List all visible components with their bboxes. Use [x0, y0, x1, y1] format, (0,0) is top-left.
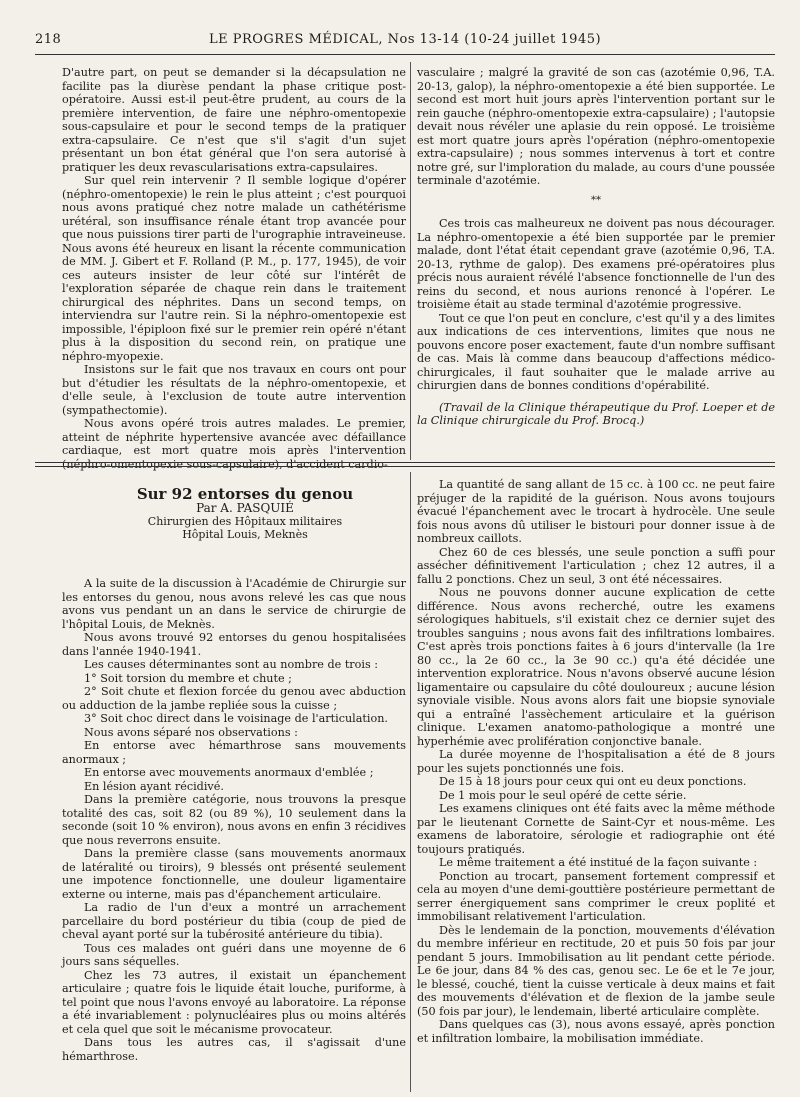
paragraph: Les examens cliniques ont été faits avec la même méthode par le lieutenant Cornette de Saint-Cyr et nous-même. Les examens de laboratoire, sérologie et radiographie ont été toujours pratiqués.: [417, 802, 775, 856]
article-affiliation: Hôpital Louis, Meknès: [182, 528, 308, 541]
citation: (Travail de la Clinique thérapeutique du Prof. Loeper et de la Clinique chirurgicale du Prof. Brocq.): [417, 400, 775, 427]
top-left-column: [62, 66, 406, 471]
paragraph: Tout ce que l'on peut en conclure, c'est qu'il y a des limites aux indications de ces interventions, limites que nous ne pouvons encore poser exactement, faute d'un nombre suffisant de cas. Mais là comme dans beaucoup d'affections médico-chirurgicales, il faut souhaiter que le malade arrive au chirurgien dans de bonnes conditions d'opérabilité.: [417, 311, 775, 392]
article-author: Par A. PASQUIÉ: [196, 500, 294, 515]
paragraph: Sur quel rein intervenir ? Il semble logique d'opérer (néphro-omentopexie) le rein le plus atteint ; c'est pourquoi nous avons pratiqué chez notre malade un cathétérisme urétéral, son insuffisance rénale étant trop avancée pour que nous puissions tirer parti de l'urographie intraveineuse. Nous avons été heureux en lisant la récente communication de MM. J. Gibert et F. Rolland (P. M., p. 177, 1945), de voir ces auteurs insister de leur côté sur l'intérêt de l'exploration séparée de chaque rein dans le traitement chirurgical des néphrites. Dans un second temps, on interviendra sur l'autre rein. Si la néphro-omentopexie est impossible, l'épiploon fixé sur le premier rein opéré n'étant plus à la disposition du second rein, on pratique une néphro-myopexie.: [62, 174, 406, 363]
list-item: 2° Soit chute et flexion forcée du genou avec abduction ou adduction de la jambe repliée sous la cuisse ;: [62, 685, 406, 712]
section-divider: [35, 462, 775, 467]
running-title: LE PROGRES MÉDICAL, Nos 13-14 (10-24 juillet 1945): [208, 32, 602, 47]
paragraph: Dans la première classe (sans mouvements anormaux de latéralité ou tiroirs), 9 blessés ont présenté seulement une impotence fonctionnelle, une douleur ligamentaire externe ou interne, mais pas d'épanchement articulaire.: [62, 847, 406, 901]
paragraph: De 1 mois pour le seul opéré de cette série.: [439, 788, 687, 802]
paragraph: Nous avons opéré trois autres malades. Le premier, atteint de néphrite hypertensive avancée avec défaillance cardiaque, est mort quatre mois après l'intervention (néphro-omentopexie sous-capsulaire), d'accident cardio-: [62, 417, 406, 471]
list-item: 1° Soit torsion du membre et chute ;: [84, 671, 292, 685]
paragraph: Chez les 73 autres, il existait un épanchement articulaire ; quatre fois le liquide était louche, puriforme, à tel point que nous l'avons envoyé au laboratoire. La réponse a été invariablement : polynucléaires plus ou moins altérés et cela quel que soit le mécanisme provocateur.: [62, 968, 406, 1036]
paragraph: De 15 à 18 jours pour ceux qui ont eu deux ponctions.: [439, 775, 747, 788]
paragraph: Nous avons séparé nos observations :: [84, 725, 298, 739]
paragraph: La durée moyenne de l'hospitalisation a été de 8 jours pour les sujets ponctionnés une fois.: [417, 748, 775, 775]
section-separator-stars: **: [591, 194, 601, 206]
paragraph: Dès le lendemain de la ponction, mouvements d'élévation du membre inférieur en rectitude, 20 et puis 50 fois par jour pendant 5 jours. Immobilisation au lit pendant cette période. Le 6e jour, dans 84 % des cas, genou sec. Le 6e et le 7e jour, le blessé, couché, tient la cuisse verticale à deux mains et fait des mouvements d'élévation et de flexion de la jambe seule (50 fois par jour), le lendemain, liberté articulaire complète.: [417, 923, 775, 1018]
paragraph: Nous ne pouvons donner aucune explication de cette différence. Nous avons recherché, outre les examens sérologiques habituels, s'il existait chez ce dernier sujet des troubles sanguins ; nous avons fait des infiltrations lombaires. C'est après trois ponctions faites à 6 jours d'intervalle (la 1re 80 cc., la 2e 60 cc., la 3e 90 cc.) qu'a été décidée une intervention exploratrice. Nous n'avons observé aucune lésion ligamentaire ou capsulaire du côté douloureux ; aucune lésion synoviale visible. Nous avons alors fait une biopsie synoviale qui a entraîné l'assèchement articulaire et la guérison clinique. L'examen anatomo-pathologique a montré une hyperhémie avec prolifération conjonctive banale.: [417, 586, 775, 748]
paragraph: Insistons sur le fait que nos travaux en cours ont pour but d'étudier les résultats de la néphro-omentopexie, et d'elle seule, à l'exclusion de toute autre intervention (sympathectomie).: [62, 363, 406, 417]
paragraph: vasculaire ; malgré la gravité de son cas (azotémie 0,96, T.A. 20-13, galop), la néphro-omentopexie a été bien supportée. Le second est mort huit jours après l'intervention portant sur le rein gauche (néphro-omentopexie extra-capsulaire) ; l'autopsie devait nous révéler une aplasie du rein opposé. Le troisième est mort quatre jours après l'opération (néphro-omentopexie extra-capsulaire) ; nous sommes intervenus à tort et contre notre gré, sur l'imploration du malade, au cours d'une poussée terminale d'azotémie.: [417, 66, 775, 187]
article-title: Sur 92 entorses du genou: [136, 485, 354, 503]
top-right-column: [417, 66, 775, 461]
paragraph: Les causes déterminantes sont au nombre de trois :: [84, 658, 379, 671]
article-affiliation: Chirurgien des Hôpitaux militaires: [147, 515, 343, 528]
paragraph: Dans quelques cas (3), nous avons essayé, après ponction et infiltration lombaire, la mobilisation immédiate.: [417, 1018, 775, 1045]
paragraph: Le même traitement a été institué de la façon suivante :: [439, 856, 758, 869]
paragraph: Tous ces malades ont guéri dans une moyenne de 6 jours sans séquelles.: [62, 941, 406, 968]
paragraph: Nous avons trouvé 92 entorses du genou hospitalisées dans l'année 1940-1941.: [62, 631, 406, 658]
bottom-right-column: [417, 478, 775, 1090]
paragraph: Ponction au trocart, pansement fortement compressif et cela au moyen d'une demi-gouttière postérieure permettant de serrer énergiquement sans comprimer le creux poplité et immobilisant relativement l'articulation.: [417, 869, 775, 923]
paragraph: La radio de l'un d'eux a montré un arrachement parcellaire du bord postérieur du tibia (coup de pied de cheval ayant porté sur la tubérosité antérieure du tibia).: [62, 901, 406, 941]
list-item: En entorse avec mouvements anormaux d'emblée ;: [84, 766, 374, 779]
page-number: 218: [35, 32, 62, 47]
paragraph: D'autre part, on peut se demander si la décapsulation ne facilite pas la diurèse pendant la phase critique post-opératoire. Aussi est-il peut-être prudent, au cours de la première intervention, de faire une néphro-omentopexie sous-capsulaire et pour le second temps de la pratiquer extra-capsulaire. Ce n'est que s'il s'agit d'un sujet présentant un bon état général que l'on sera autorisé à pratiquer les deux revascularisations extra-capsulaires.: [62, 66, 406, 174]
column-divider: [410, 472, 411, 1092]
paragraph: Dans la première catégorie, nous trouvons la presque totalité des cas, soit 82 (ou 89 %), 10 seulement dans la seconde (soit 10 % environ), nous avons en enfin 3 récidives que nous reverrons ensuite.: [62, 793, 406, 847]
paragraph: Chez 60 de ces blessés, une seule ponction a suffi pour assécher définitivement l'articulation ; chez 12 autres, il a fallu 2 ponctions. Chez un seul, 3 ont été nécessaires.: [417, 545, 775, 586]
list-item: En entorse avec hémarthrose sans mouvements anormaux ;: [62, 739, 406, 766]
paragraph: La quantité de sang allant de 15 cc. à 100 cc. ne peut faire préjuger de la rapidité de la guérison. Nous avons toujours évacué l'épanchement avec le trocart à hydrocèle. Une seule fois nous avons dû utiliser le bistouri pour donner issue à de nombreux caillots.: [417, 478, 775, 545]
paragraph: Ces trois cas malheureux ne doivent pas nous décourager. La néphro-omentopexie a été bien supportée par le premier malade, dont l'état était cependant grave (azotémie 0,96, T.A. 20-13, rythme de galop). Des examens pré-opératoires plus précis nous auraient révélé l'absence fonctionnelle de l'un des reins du second, et nous aurions renoncé à l'opérer. Le troisième était au stade terminal d'azotémie progressive.: [417, 217, 775, 311]
column-divider: [410, 62, 411, 460]
bottom-left-column: [62, 485, 406, 1088]
paragraph: Dans tous les autres cas, il s'agissait d'une hémarthrose.: [62, 1036, 406, 1063]
paragraph: A la suite de la discussion à l'Académie de Chirurgie sur les entorses du genou, nous avons relevé les cas que nous avons vus pendant un an dans le service de chirurgie de l'hôpital Louis, de Meknès.: [62, 577, 406, 631]
list-item: 3° Soit choc direct dans le voisinage de l'articulation.: [84, 712, 388, 725]
list-item: En lésion ayant récidivé.: [84, 779, 224, 793]
running-header: [35, 28, 775, 55]
